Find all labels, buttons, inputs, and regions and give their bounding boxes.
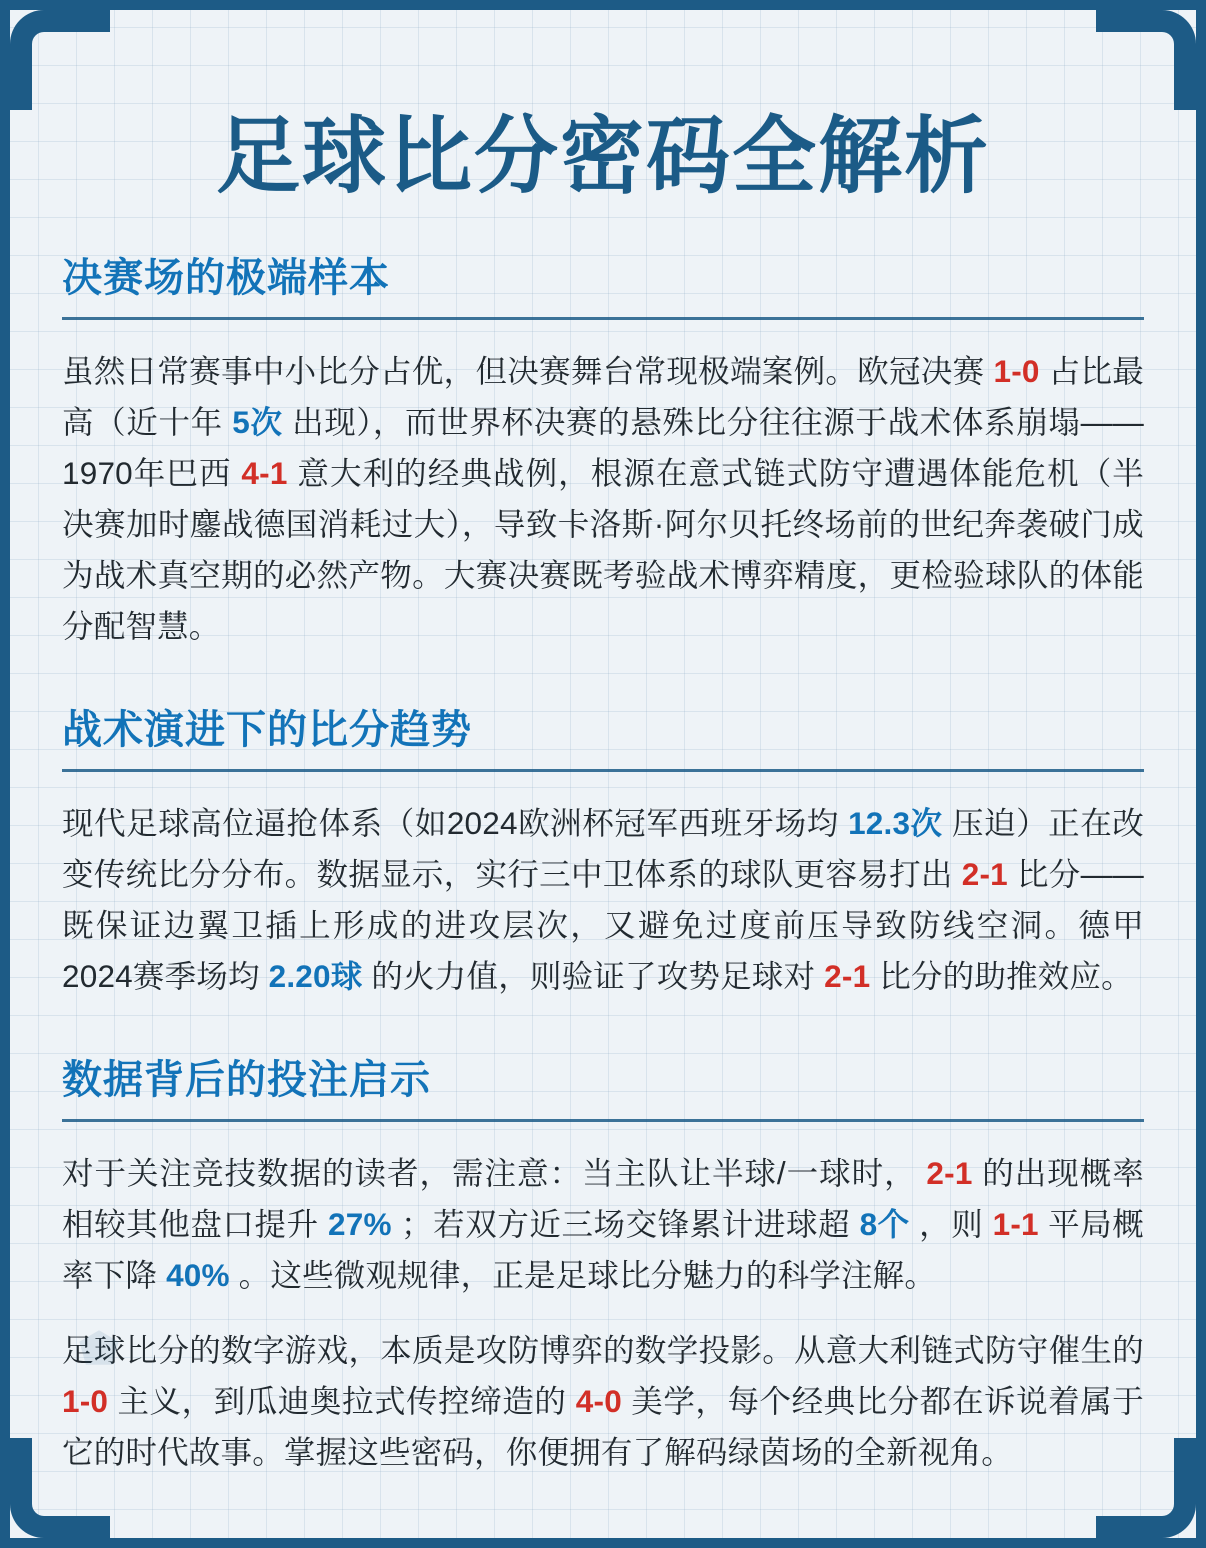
body-paragraph [62, 798, 1144, 1002]
text-run: 足球比分的数字游戏，本质是攻防博弈的数学投影。从意大利链式防守催生的 [62, 1332, 1144, 1369]
body-paragraph [62, 346, 1144, 652]
text-run: 美学，每个经典比分都在诉说着属于它的时代故事。掌握这些密码，你便拥有了解码绿茵场的全新视角。 [62, 1383, 1144, 1471]
text-run: 主义，到瓜迪奥拉式传控缔造的 [108, 1383, 576, 1420]
text-run: 。这些微观规律，正是足球比分魅力的科学注解。 [229, 1257, 937, 1294]
football-watermark-icon [72, 1327, 126, 1373]
section [62, 698, 1144, 1002]
highlight-blue: 40% [166, 1257, 230, 1294]
highlight-blue: 2.20球 [268, 958, 363, 995]
highlight-blue: 8个 [859, 1206, 910, 1243]
highlight-blue: 12.3次 [848, 805, 943, 842]
text-run: 意大利的经典战例，根源在意式链式防守遭遇体能危机（半决赛加时鏖战德国消耗过大），导致卡洛斯·阿尔贝托终场前的世纪奔袭破门成为战术真空期的必然产物。大赛决赛既考验战术博弈精度，更检验球队的体能分配智慧。 [62, 455, 1144, 645]
highlight-blue: 27% [328, 1206, 392, 1243]
text-run: ；若双方近三场交锋累计进球超 [391, 1206, 860, 1243]
section [62, 1048, 1144, 1478]
highlight-red: 1-0 [993, 353, 1040, 390]
text-run: 出现），而世界杯决赛的悬殊比分往往源于战术体系崩塌——1970年巴西 [62, 404, 1145, 492]
highlight-red: 1-1 [992, 1206, 1039, 1243]
text-run: ，则 [909, 1206, 993, 1243]
section [62, 246, 1144, 652]
section-heading: 数据背后的投注启示 [62, 1057, 431, 1104]
body-paragraph [62, 1325, 1144, 1478]
text-run: 压迫）正在改变传统比分分布。数据显示，实行三中卫体系的球队更容易打出 [62, 805, 1144, 893]
text-run: 平局概率下降 [62, 1206, 1144, 1294]
section-heading: 战术演进下的比分趋势 [62, 707, 472, 754]
text-run: 现代足球高位逼抢体系（如2024欧洲杯冠军西班牙场均 [62, 805, 849, 842]
highlight-red: 4-0 [575, 1383, 622, 1420]
highlight-red: 2-1 [926, 1155, 973, 1192]
text-run: 占比最高（近十年 [62, 353, 1144, 441]
text-run: 比分的助推效应。 [870, 958, 1133, 995]
highlight-red: 2-1 [961, 856, 1008, 893]
highlight-red: 2-1 [824, 958, 871, 995]
highlight-red: 4-1 [241, 455, 288, 492]
section-heading: 决赛场的极端样本 [62, 255, 390, 302]
page-title: 足球比分密码全解析 [215, 107, 990, 205]
section-divider [62, 317, 1144, 320]
text-run: 对于关注竞技数据的读者，需注意：当主队让半球/一球时， [62, 1155, 927, 1192]
section-divider [62, 1119, 1144, 1122]
text-run: 虽然日常赛事中小比分占优，但决赛舞台常现极端案例。欧冠决赛 [62, 353, 994, 390]
body-paragraph [62, 1148, 1144, 1301]
frame-bottom-edge [0, 1538, 1206, 1548]
sections-container [62, 246, 1144, 1478]
highlight-blue: 5次 [232, 404, 283, 441]
text-run: 比分——既保证边翼卫插上形成的进攻层次，又避免过度前压导致防线空洞。德甲2024赛季场均 [62, 856, 1144, 995]
section-divider [62, 769, 1144, 772]
highlight-red: 1-0 [62, 1383, 109, 1420]
text-run: 的出现概率相较其他盘口提升 [62, 1155, 1144, 1243]
text-run: 的火力值，则验证了攻势足球对 [362, 958, 825, 995]
